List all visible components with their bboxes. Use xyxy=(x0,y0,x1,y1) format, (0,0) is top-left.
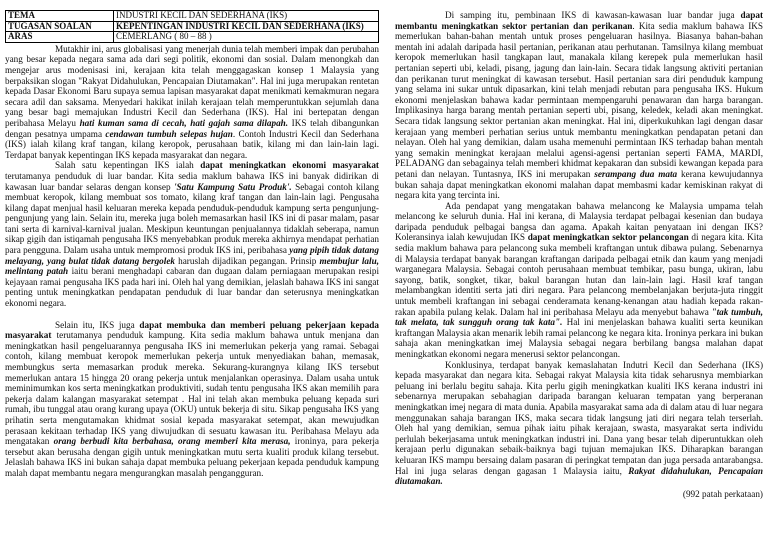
paragraph-introduction xyxy=(5,44,379,161)
header-table xyxy=(5,10,379,43)
aras-label: ARAS xyxy=(6,32,114,43)
text-run: IKS telah dibangunkan dengan pesatnya umpama xyxy=(5,117,379,139)
bold-phrase: dapat membantu meningkatkan sektor pertanian dan perikanan xyxy=(395,10,763,31)
text-run: Di samping itu, pembinaan IKS di kawasan-kawasan luar bandar juga xyxy=(445,10,741,20)
bold-italic-phrase: serampang dua mata xyxy=(594,168,678,179)
text-run: . Contoh Industri Kecil dan Sederhana (IKS) ialah kilang kraf tangan, kilang keropok, perusahaan batik, kilang mi dan lain-lain lagi. Terdapat banyak kepentingan IKS kepada masyarakat dan negara. xyxy=(5,128,379,160)
bold-italic-phrase: yang pipih tidak datang melayang, yang bulat tidak datang bergolek xyxy=(5,245,379,266)
bold-phrase: dapat meningkatkan sektor pelancongan xyxy=(527,232,689,243)
bold-italic-phrase: membujur lalu, melintang patah xyxy=(5,255,379,277)
tema-value: INDUSTRI KECIL DAN SEDERHANA (IKS) xyxy=(114,11,379,22)
text-run: Ada pendapat yang mengatakan bahawa melancong ke Malaysia umpama telah melancong ke seluruh dunia. Hal ini kerana, di Malaysia terdapat pelbagai kesenian dan budaya daripada penduduk pelbagai bangsa dan agama. Apakah kaitan penyataan ini dengan IKS? Koleransinya ialah kewujudan IKS xyxy=(395,200,763,243)
tema-row xyxy=(6,11,379,22)
text-run: terutamanya penduduk kampung. Kita sedia maklum bahawa untuk menjana dan meningkatkan hasil pengeluarannya pengusaha IKS ini memerlukan pekerja yang ramai. Sebagai contoh, kilang membuat keropok memerlukan pekerja untuk menyediakan bahan, memasak, membungkus serta memasarkan produk mereka. Sekurang-kurangnya kilang IKS tersebut memerlukan antara 15 hingga 20 orang pekerja untuk menjalankan operasinya. Dalam usaha untuk meminimumkan kos serta meningkatkan produktiviti, sudah tentu pengusaha IKS akan memilih para pekerja dalam kalangan masyarakat setempat . Hal ini telah akan membuka peluang kepada suri rumah, ibu tunggal atau orang kurang upaya (OKU) untuk bekerja di situ. Sikap pengusaha IKS yang prihatin serta mengutamakan khidmat sosial kepada masyarakat setempat, akan mewujudkan perasaan kekitaan terhadap IKS yang diwujudkan di sesuatu kawasan itu. Peribahasa Melayu ada mengatakan xyxy=(5,330,379,447)
text-run: Sebagai contoh kilang membuat keropok, kilang membuat sos tomato, kilang kraf tangan dan lain-lain lagi. Pengusaha kilang dapat menjual hasil keluaran mereka kepada penduduk-penduduk kampung serta pengunjung-pengunjung yang lain. Selain itu, mereka juga boleh memasarkan hasil IKS ini di pasar malam, pasar tani serta di karnival-karnival jualan. Meskipun keuntungan penjualannya tidaklah seberapa, namun sikap gigih dan istiqamah pengusaha IKS menyebabkan produk mereka akhirnya mendapat perhatian para pengguna. Dalam usaha untuk mempromosi produk IKS ini, peribahasa xyxy=(5,181,379,256)
bold-italic-phrase: cendawan tumbuh selepas hujan xyxy=(105,128,233,139)
text-run: haruslah dijadikan pegangan. Prinsip xyxy=(175,255,320,266)
paragraph-tourism xyxy=(395,201,763,360)
paragraph-employment xyxy=(5,320,379,479)
text-run: ironinya, para pekerja tersebut akan berusaha dengan gigih untuk meningkatkan mutu serta kualiti produk kilang tersebut. Jelaslah bahawa IKS ini bukan sahaja dapat membuka peluang pekerjaan kepada penduduk kampung malah dapat membantu negara mengurangkan masalah pengangguran. xyxy=(5,436,379,478)
text-run: Hal ini menjelaskan bahawa kualiti serta keunikan kraftangan Malaysia akan menarik lebih ramai pelancong ke negara kita. Ironinya perkara ini bukan sahaja akan meningkatkan imej Malaysia sebagai negara berbilang bangsa malahan dapat meningkatkan ekonomi negara menerusi sektor pelancongan. xyxy=(395,317,764,359)
text-run: terutamanya penduduk di luar bandar. Kita sedia maklum bahawa IKS ini banyak didirikan di kawasan luar bandar selaras dengan konsep xyxy=(5,170,379,192)
text-run: Mutakhir ini, arus globalisasi yang menerjah dunia telah memberi impak dan perubahan yang besar kepada negara sama ada dari segi politik, ekonomi dan sosial. Dalam menongkah dan mengejar arus modenisasi ini, kerajaan kita telah menggagaskan konsep 1 Malaysia yang berpaksikan slogan "Rakyat Didahulukan, Pencapaian Diutamakan". Hal ini juga merupakan rentetan kepada Dasar Ekonomi Baru supaya semua lapisan masyarakat dapat menikmati kemakmuran negara secara adil dan saksama. Menyedari hakikat inilah kerajaan telah memperuntukkan sejumlah dana yang besar bagi memajukan Industri Kecil dan Sederhana (IKS). Hal ini bertepatan dengan peribahasa Melayu xyxy=(5,43,379,128)
soalan-value: KEPENTINGAN INDUSTRI KECIL DAN SEDERHANA (IKS) xyxy=(114,21,379,32)
tema-label: TEMA xyxy=(6,11,114,22)
word-count: (992 patah perkataan) xyxy=(682,488,763,499)
bold-phrase: dapat membuka dan memberi peluang pekerjaan kepada masyarakat xyxy=(5,319,379,341)
bold-italic-phrase: "tak tumbuh, tak melata, tak sungguh orang tak kata". xyxy=(395,306,764,328)
text-run: Selain itu, IKS juga xyxy=(55,319,140,330)
left-column xyxy=(5,10,379,479)
aras-value: CEMERLANG ( 80 – 88 ) xyxy=(114,32,379,43)
bold-italic-phrase: orang berbudi kita berbahasa, orang memberi kita merasa, xyxy=(53,436,291,447)
paragraph-conclusion xyxy=(395,360,763,487)
text-run: Salah satu kepentingan IKS ialah xyxy=(55,160,201,171)
aras-row xyxy=(6,32,379,43)
bold-phrase: dapat meningkatkan ekonomi masyarakat xyxy=(200,160,379,171)
text-run: Konklusinya, terdapat banyak kemaslahatan Indutri Kecil dan Sederhana (IKS) kepada masyarakat dan negara kita. Sebagai rakyat Malaysia kita tidak seharusnya membiarkan peluang ini berlalu begitu sahaja. Kita perlu gigih meningkatkan kualiti IKS kerana industri ini sebenarnya merupakan sebahagian daripada barangan keluaran tempatan yang berperanan meningkatkan imej negara di mata dunia. Apabila masyarakat sama ada di dalam atau di luar negara menggunakan sahaja barangan IKS, maka secara tidak langsung jati diri negara telah terserlah. Oleh hal yang demikian, semua pihak iaitu pihak kerajaan, swasta, masyarakat serta individu perlulah bekerjasama untuk meningkatkan industri ini. Dana yang besar telah diperuntukkan oleh kerajaan perlu digunakan sebaik-baiknya bagi tujuan memajukan IKS. Diharapkan barangan keluaran IKS mampu bersaing dalam pasaran di peringkat tempatan dan juga persada antarabangsa. Hal ini juga selaras dengan gagasan 1 Malaysia iaitu, xyxy=(395,359,763,476)
paragraph-agriculture xyxy=(395,10,763,201)
soalan-row xyxy=(6,21,379,32)
bold-italic-phrase: hati kuman sama di cecah, hati gajah sama dilapah. xyxy=(79,117,289,128)
soalan-label: TUGASAN SOALAN xyxy=(6,21,114,32)
text-run: iaitu berani menghadapi cabaran dan dugaan dalam perniagaan merupakan resipi kejayaan ramai pengusaha IKS pada hari ini. Oleh hal yang demikian, jelaslah bahawa IKS ini sangat penting untuk meningkatkan pendapatan penduduk di luar bandar dan seterusnya meningkatkan ekonomi negara. xyxy=(5,266,380,309)
bold-italic-phrase: Rakyat didahulukan, Pencapaian diutamakan. xyxy=(395,465,764,487)
text-run: di negara kita. Kita sedia maklum bahawa para pelancong suka membeli kraftangan untuk dibawa pulang. Sebenarnya di Malaysia terdapat banyak barangan kraftangan daripada pelbagai etnik dan kaum yang menjadi warganegara Malaysia. Sebagai contoh perusahaan membuat tembikar, pasu bunga, ukiran, labu sayong, batik, songket, tikar, bakul barangan hutan dan lain-lain lagi. Hasil kraf tangan melambangkan identiti serta jati diri negara. Para pelancong membelanjakan berjuta-juta ringgit untuk membeli kraftangan ini sebagai cenderamata kenang-kenangan atau hadiah kepada rakan-rakan apabila pulang kelak. Dalam hal ini peribahasa Melayu ada menyebut bahawa xyxy=(395,232,763,317)
text-run: . Kita sedia maklum bahawa IKS memerlukan bahan-bahan mentah untuk proses pengeluaran hasilnya. Biasanya bahan-bahan mentah ini adalah daripada hasil pertanian, perikanan atau perhutanan. Tamsilnya kilang membuat keropok memerlukan hasil tangkapan laut, manakala kilang kerepek pula memerlukan hasil pertanian seperti ubi, keladi, pisang, jagung dan lain-lain. Secara tidak langsung aktiviti pertanian dan perikanan turut meningkat di kawasan tersebut. Hasil pertanian sara diri penduduk kampung yang selama ini sukar untuk dipasarkan, kini telah menjadi rebutan para pengusaha IKS. Hukum ekonomi menjelaskan bahawa kadar permintaan mempengaruhi penawaran dan harga barangan. Implikasinya harga barang mentah pertanian seperti ubi, pisang, keledek, keladi akan meningkat. Secara tidak langsung sektor pertanian akan meningkat. Hal ini, diperkukuhkan lagi dengan dasar kerajaan yang memberi perhatian serius untuk membantu meningkatkan pendapatan petani dan nelayan. Oleh hal yang demikian, dalam usaha memenuhi permintaan IKS terhadap bahan mentah yang semakin meningkat kerajaan melalui agensi-agensi pertanian seperti FAMA, MARDI, PELADANG dan sebagainya telah memberi khidmat kepakaran dan subsidi kewangan kepada para petani dan nelayan. Tuntasnya, IKS ini merupakan xyxy=(395,20,763,179)
bold-italic-phrase: 'Satu Kampung Satu Produk'. xyxy=(173,181,292,192)
paragraph-economy xyxy=(5,160,379,308)
right-column xyxy=(395,10,763,499)
text-run: kerana kewujudannya bukan sahaja dapat meningkatkan ekonomi malahan dapat membasmi kadar kemiskinan rakyat di negara kita yang tercinta ini. xyxy=(395,168,763,201)
